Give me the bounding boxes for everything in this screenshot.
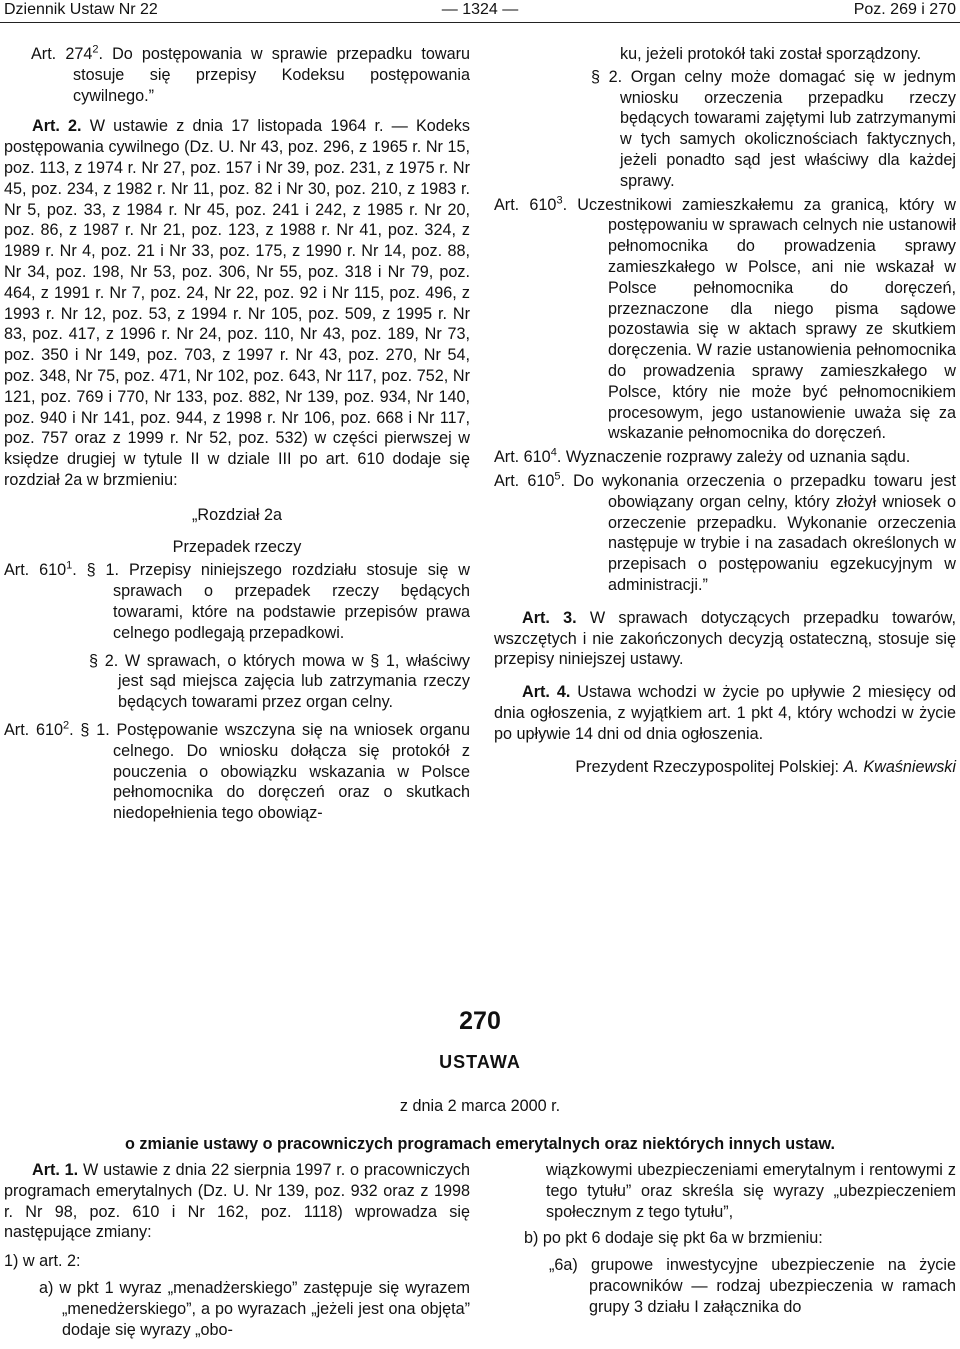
art-3: Art. 3. W sprawach dotyczących przepadku towarów, wszczętych i nie zakończonych decyzją ostateczną, stosuje się przepisy niniejszej ustawy. — [494, 608, 956, 669]
art-274-2: Art. $274^2$. Do postępowania w sprawie przepadku towaru stosuje się przepisy Kodeksu postępowania cywilnego.” — [31, 43, 470, 105]
journal-title: Dziennik Ustaw Nr 22 — [4, 1, 158, 18]
art-4: Art. 4. Ustawa wchodzi w życie po upływie 2 miesięcy od dnia ogłoszenia, z wyjątkiem art. 1 pkt 4, który wchodzi w życie po upływie 14 dni od dnia ogłoszenia. — [494, 683, 956, 743]
right-column — [494, 44, 956, 777]
art-610-3: Art. $610^3$. Uczestnikowi zamieszkałemu za granicą, który w postępowaniu w sprawach celnych nie ustanowił pełnomocnika do prowadzenia sprawy zamieszkałego w Polsce, ani nie wskazał w Polsce pełnomocnika do doręczeń, przeznaczone dla niego pisma sądowe pozostawia się w aktach sprawy ze skutkiem doręczenia. W razie ustanowienia pełnomocnika do prowadzenia sprawy zamieszkałego w Polsce, który nie może być pełnomocnikiem procesowym, jego ustanowienie uważa się za wskazanie pełnomocnika do doręczeń. — [494, 194, 956, 443]
signature: Prezydent Rzeczypospolitej Polskiej: A. Kwaśniewski — [575, 757, 956, 776]
left-column — [4, 44, 470, 824]
item-1b: b) po pkt 6 dodaje się pkt 6a w brzmieniu: — [524, 1229, 823, 1248]
bottom-right-column — [494, 1160, 956, 1318]
art-610-2-continuation: ku, jeżeli protokół taki został sporządzony. — [620, 45, 922, 63]
art-610-4: Art. $610^4$. Wyznaczenie rozprawy zależy od uznania sądu. — [494, 446, 911, 467]
art-2: Art. 2. W ustawie z dnia 17 listopada 1964 r. — Kodeks postępowania cywilnego (Dz. U. Nr 43, poz. 296, z 1965 r. Nr 15, poz. 113, z 1974 r. Nr 27, poz. 157 i Nr 39, poz. 231, z 1975 r. Nr 45, poz. 234, z 1982 r. Nr 11, poz. 82 i Nr 30, poz. 210, z 1983 r. Nr 5, poz. 33, z 1984 r. Nr 45, poz. 241 i 242, z 1985 r. Nr 20, poz. 86, z 1987 r. Nr 21, poz. 123, z 1988 r. Nr 41, poz. 324, z 1989 r. Nr 4, poz. 21 i Nr 33, poz. 175, z 1990 r. Nr 14, poz. 88, Nr 34, poz. 198, Nr 53, poz. 306, Nr 55, poz. 318 i Nr 79, poz. 464, z 1991 r. Nr 7, poz. 24, Nr 22, poz. 92 i Nr 115, poz. 496, z 1993 r. Nr 12, poz. 53, z 1994 r. Nr 105, poz. 509, z 1995 r. Nr 83, poz. 417, z 1996 r. Nr 24, poz. 110, Nr 43, poz. 189, Nr 73, poz. 350 i Nr 149, poz. 703, z 1997 r. Nr 43, poz. 270, Nr 54, poz. 348, Nr 75, poz. 471, Nr 102, poz. 643, Nr 117, poz. 752, Nr 121, poz. 769 i 770, Nr 133, poz. 882, Nr 139, poz. 934, Nr 140, poz. 940 i Nr 141, poz. 944, z 1998 r. Nr 106, poz. 668 i Nr 117, poz. 757 oraz z 1999 r. Nr 52, poz. 532) w części pierwszej w księdze drugiej w tytule II w dziale III po art. 610 dodaje się rozdział 2a w brzmieniu: — [4, 117, 470, 489]
item-1a: a) w pkt 1 wyraz „menadżerskiego” zastępuje się wyrazem „menedżerskiego”, a po wyrazach „jeżeli jest ona objęta” dodaje się wyrazy „obo- — [39, 1278, 470, 1339]
chapter-title: „Rozdział 2a — [192, 505, 282, 524]
page-header — [0, 0, 960, 20]
art-610-1-par-2: § 2. W sprawach, o których mowa w § 1, właściwy jest sąd miejsca zajęcia lub zatrzymania rzeczy będących towarami przez organ celny. — [89, 651, 470, 712]
act-date: z dnia 2 marca 2000 r. — [399, 1097, 561, 1115]
item-1a-continuation: wiązkowymi ubezpieczeniami emerytalnym i rentowymi z tego tytułu” oraz skreśla się wyrazy „ubezpieczeniem społecznym z tego tytułu”, — [546, 1161, 956, 1221]
page-number: — 1324 — — [441, 1, 519, 18]
art-610-2-par-2: § 2. Organ celny może domagać się w jednym wniosku orzeczenia przepadku rzeczy będących towarami zajętymi lub zatrzymanymi w tych samych okolicznościach faktycznych, jeżeli ponadto sąd jest właściwy dla każdej sprawy. — [591, 67, 956, 190]
art-610-5: Art. $610^5$. Do wykonania orzeczenia o przepadku towaru jest obowiązany organ celny, który złożył wniosek o orzeczenie przepadku. Wykonanie orzeczenia następuje w trybie i na zasadach określonych w przepisach o postępowaniu egzekucyjnym w administracji.” — [494, 470, 956, 594]
chapter-subtitle: Przepadek rzeczy — [172, 537, 302, 556]
bottom-left-column — [4, 1160, 470, 1340]
position-range: Poz. 269 i 270 — [853, 1, 956, 18]
art-1: Art. 1. W ustawie z dnia 22 sierpnia 1997 r. o pracowniczych programach emerytalnych (Dz. U. Nr 139, poz. 932 oraz z 1998 r. Nr 98, poz. 610 i Nr 162, poz. 1118) wprowadza się następujące zmiany: — [4, 1161, 470, 1242]
act-title: o zmianie ustawy o pracowniczych programach emerytalnych oraz niektórych innych ustaw. — [124, 1135, 836, 1153]
act-number: 270 — [459, 1007, 501, 1035]
act-type: USTAWA — [439, 1052, 521, 1072]
item-1: 1) w art. 2: — [4, 1252, 81, 1271]
art-610-2-par-1: Art. $610^2$. § 1. Postępowanie wszczyna się na wniosek organu celnego. Do wniosku dołącza się protokół z pouczenia o obowiązku wskazania w Polsce pełnomocnika do doręczeń oraz o skutkach niedopełnienia tego obowiąz- — [4, 719, 470, 823]
header-rule — [0, 22, 960, 23]
art-610-1-par-1: Art. $610^1$. § 1. Przepisy niniejszego rozdziału stosuje się w sprawach o przepadek rzeczy będących towarami, które na podstawie przepisów prawa celnego podlegają przepadkowi. — [4, 559, 470, 642]
item-6a: „6a) grupowe inwestycyjne ubezpieczenie na życie pracowników — rodzaj ubezpieczenia w ramach grupy 3 działu I załącznika do — [549, 1256, 956, 1316]
